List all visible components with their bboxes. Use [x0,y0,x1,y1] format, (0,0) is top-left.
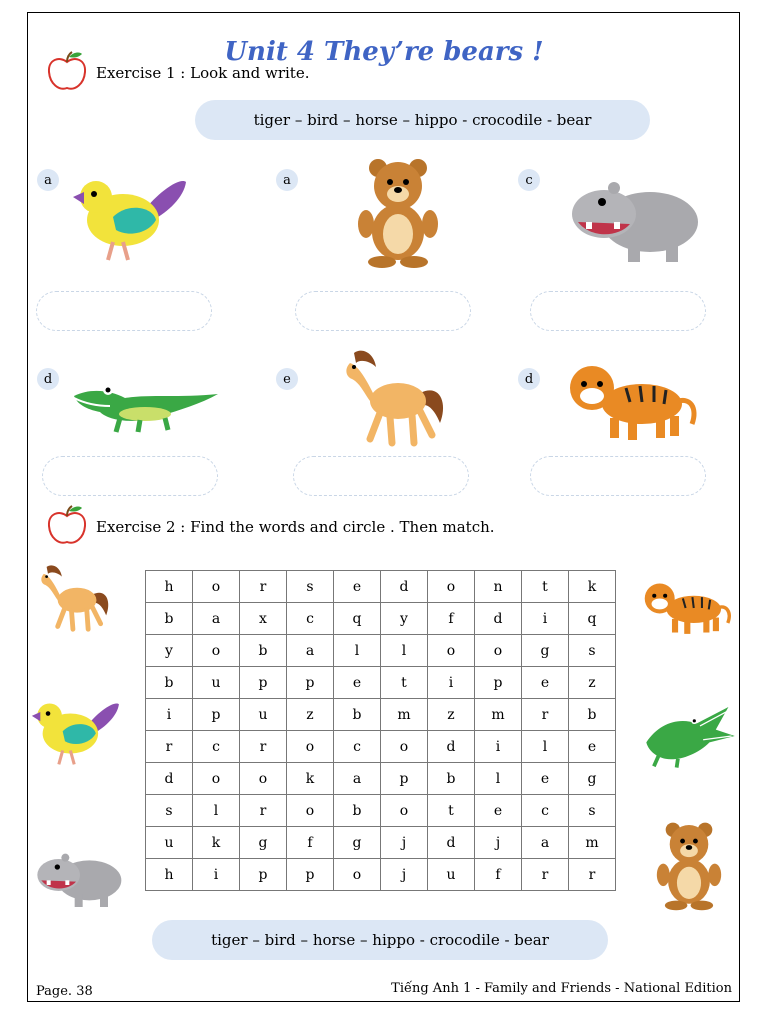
grid-cell[interactable]: f [475,859,522,891]
grid-cell[interactable]: j [475,827,522,859]
horse-icon [340,343,450,447]
grid-cell[interactable]: d [428,731,475,763]
grid-cell[interactable]: a [287,635,334,667]
grid-cell[interactable]: r [240,731,287,763]
grid-cell[interactable]: m [569,827,616,859]
item-letter: e [276,368,298,390]
grid-cell[interactable]: p [240,667,287,699]
grid-cell[interactable]: o [334,859,381,891]
grid-cell[interactable]: y [146,635,193,667]
word-search-grid [145,570,616,891]
grid-cell[interactable]: l [381,635,428,667]
grid-cell[interactable]: u [146,827,193,859]
exercise2-instruction: Exercise 2 : Find the words and circle . Then match. [96,518,495,536]
grid-cell[interactable]: j [381,827,428,859]
grid-cell[interactable]: b [428,763,475,795]
grid-cell[interactable]: i [522,603,569,635]
grid-cell[interactable]: o [475,635,522,667]
tiger-icon [642,580,736,636]
grid-cell[interactable]: o [381,795,428,827]
answer-box[interactable] [530,456,706,496]
grid-cell[interactable]: b [146,667,193,699]
grid-cell[interactable]: f [428,603,475,635]
grid-cell[interactable]: e [522,667,569,699]
grid-cell[interactable]: s [569,635,616,667]
grid-cell[interactable]: p [475,667,522,699]
grid-cell[interactable]: o [381,731,428,763]
grid-cell[interactable]: z [569,667,616,699]
bird-icon [28,696,122,768]
grid-cell[interactable]: c [334,731,381,763]
grid-cell[interactable]: r [522,859,569,891]
grid-cell[interactable]: l [193,795,240,827]
grid-cell[interactable]: d [475,603,522,635]
grid-cell[interactable]: r [240,795,287,827]
grid-cell[interactable]: g [240,827,287,859]
grid-cell[interactable]: e [522,763,569,795]
grid-cell[interactable]: j [381,859,428,891]
crocodile-icon [640,700,736,772]
grid-cell[interactable]: r [569,859,616,891]
grid-cell[interactable]: e [475,795,522,827]
answer-box[interactable] [293,456,469,496]
grid-cell[interactable]: q [569,603,616,635]
grid-cell[interactable]: l [475,763,522,795]
grid-cell[interactable]: y [381,603,428,635]
grid-cell[interactable]: k [569,571,616,603]
grid-cell[interactable]: r [146,731,193,763]
grid-cell[interactable]: g [334,827,381,859]
grid-cell[interactable]: i [193,859,240,891]
grid-row [146,827,616,859]
grid-cell[interactable]: o [240,763,287,795]
grid-cell[interactable]: l [334,635,381,667]
answer-box[interactable] [295,291,471,331]
exercise2-word-bank: tiger – bird – horse – hippo - crocodile - bear [152,920,608,960]
grid-row [146,763,616,795]
grid-cell[interactable]: d [428,827,475,859]
answer-box[interactable] [530,291,706,331]
grid-cell[interactable]: p [287,859,334,891]
bear-icon [652,820,726,912]
grid-cell[interactable]: e [569,731,616,763]
grid-cell[interactable]: e [334,667,381,699]
grid-row [146,571,616,603]
book-title: Tiếng Anh 1 - Family and Friends - National Edition [391,981,732,996]
grid-cell[interactable]: a [522,827,569,859]
grid-cell[interactable]: h [146,571,193,603]
grid-cell[interactable]: b [569,699,616,731]
grid-cell[interactable]: i [428,667,475,699]
grid-row [146,699,616,731]
answer-box[interactable] [36,291,212,331]
grid-cell[interactable]: o [428,635,475,667]
item-letter: c [518,169,540,191]
bear-icon [352,158,444,268]
grid-row [146,795,616,827]
grid-cell[interactable]: f [287,827,334,859]
grid-cell[interactable]: i [146,699,193,731]
grid-cell[interactable]: p [193,699,240,731]
grid-row [146,859,616,891]
grid-cell[interactable]: z [428,699,475,731]
grid-cell[interactable]: q [334,603,381,635]
grid-cell[interactable]: o [193,763,240,795]
grid-cell[interactable]: o [287,795,334,827]
grid-cell[interactable]: k [287,763,334,795]
bird-icon [68,172,190,264]
grid-cell[interactable]: c [287,603,334,635]
grid-cell[interactable]: t [522,571,569,603]
apple-icon [44,48,90,94]
grid-cell[interactable]: b [334,699,381,731]
crocodile-icon [70,376,222,436]
grid-cell[interactable]: m [475,699,522,731]
exercise1-word-bank: tiger – bird – horse – hippo - crocodile - bear [195,100,650,140]
grid-cell[interactable]: r [522,699,569,731]
grid-cell[interactable]: g [569,763,616,795]
exercise1-instruction: Exercise 1 : Look and write. [96,64,310,82]
grid-cell[interactable]: m [381,699,428,731]
grid-cell[interactable]: b [334,795,381,827]
grid-cell[interactable]: x [240,603,287,635]
grid-cell[interactable]: a [334,763,381,795]
hippo-icon [570,180,702,266]
grid-cell[interactable]: r [240,571,287,603]
grid-cell[interactable]: p [287,667,334,699]
grid-row [146,603,616,635]
item-letter: a [276,169,298,191]
grid-cell[interactable]: a [193,603,240,635]
apple-icon [44,502,90,548]
grid-cell[interactable]: s [287,571,334,603]
grid-row [146,667,616,699]
grid-cell[interactable]: d [381,571,428,603]
horse-icon [36,560,114,632]
grid-cell[interactable]: z [287,699,334,731]
grid-cell[interactable]: o [428,571,475,603]
item-letter: d [37,368,59,390]
grid-row [146,635,616,667]
answer-box[interactable] [42,456,218,496]
page-number: Page. 38 [36,984,93,999]
grid-cell[interactable]: u [428,859,475,891]
grid-cell[interactable]: k [193,827,240,859]
grid-cell[interactable]: h [146,859,193,891]
item-letter: d [518,368,540,390]
grid-cell[interactable]: c [193,731,240,763]
tiger-icon [566,362,704,442]
grid-cell[interactable]: o [193,571,240,603]
item-letter: a [37,169,59,191]
grid-cell[interactable]: g [522,635,569,667]
grid-cell[interactable]: t [428,795,475,827]
grid-cell[interactable]: l [522,731,569,763]
grid-cell[interactable]: n [475,571,522,603]
grid-cell[interactable]: e [334,571,381,603]
grid-cell[interactable]: s [569,795,616,827]
page-title: Unit 4 They’re bears ! [224,37,544,67]
grid-cell[interactable]: b [146,603,193,635]
grid-cell[interactable]: p [381,763,428,795]
grid-cell[interactable]: s [146,795,193,827]
grid-cell[interactable]: u [240,699,287,731]
grid-cell[interactable]: c [522,795,569,827]
grid-cell[interactable]: u [193,667,240,699]
grid-cell[interactable]: o [193,635,240,667]
grid-cell[interactable]: i [475,731,522,763]
grid-row [146,731,616,763]
grid-cell[interactable]: o [287,731,334,763]
grid-cell[interactable]: d [146,763,193,795]
hippo-icon [36,852,124,910]
grid-cell[interactable]: b [240,635,287,667]
grid-cell[interactable]: p [240,859,287,891]
grid-cell[interactable]: t [381,667,428,699]
